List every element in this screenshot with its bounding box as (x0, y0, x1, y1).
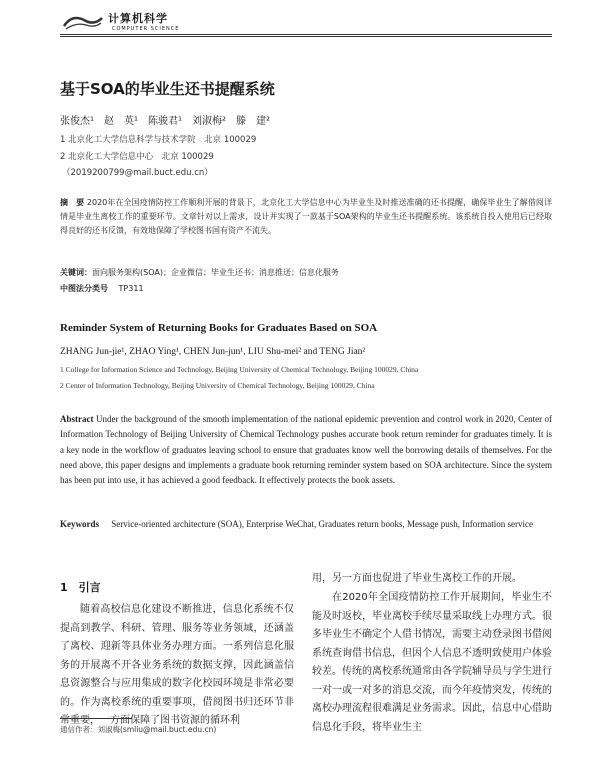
journal-logo-icon (62, 12, 104, 32)
abstract-en-label: Abstract (60, 414, 94, 424)
paper-title-cn: 基于SOA的毕业生还书提醒系统 (60, 80, 275, 98)
footnote-divider (60, 718, 132, 719)
keywords-en-text: Service-oriented architecture (SOA), Enterprise WeChat, Graduates return books, Message push, Information service (111, 519, 533, 529)
intro-left-column: 随着高校信息化建设不断推进，信息化系统不仅提高到教学、科研、管理、服务等业务领域，还涵盖了离校、迎新等具体业务办理方面。一系列信息化服务的开展离不开各业务系统的数据支撑，因此涵盖信息资源整合与应用集成的数字化校园环境是非常必要的。作为离校系统的重要事项，借阅图书归还环节非常重要，一方面保障了图书资源的循环利 (60, 604, 294, 726)
abstract-cn-text: 2020年在全国疫情防控工作顺利开展的背景下，北京化工大学信息中心为毕业生及时推送准确的还书提醒，确保毕业生了解借阅详情是毕业生离校工作的重要环节。文章针对以上需求，设计并实现了一款基于SOA架构的毕业生还书提醒系统。该系统自投入使用后已经取得良好的还书反馈，有效地保障了学校图书国有资产不流失。 (60, 198, 553, 235)
journal-subtitle: COMPUTER SCIENCE (112, 26, 180, 32)
corresponding-author-footnote: 通信作者：刘淑梅(smliu@mail.buct.edu.cn) (60, 725, 217, 734)
keywords-cn (60, 266, 552, 280)
author-email: （2019200799@mail.buct.edu.cn） (62, 168, 213, 178)
clc-number (60, 282, 552, 296)
intro-right-column-continuation: 用，另一方面也促进了毕业生离校工作的开展。 (312, 573, 522, 584)
abstract-cn (60, 196, 552, 238)
section-heading-introduction: 1 引言 (60, 581, 101, 594)
keywords-en (60, 517, 552, 532)
keywords-en-label: Keywords (60, 519, 99, 529)
abstract-en-text: Under the background of the smooth implementation of the national epidemic prevention and control work in 2020, Center of Information Technology of Beijing University of Chemical Technology pushes accurate book return reminder for graduates timely. It is a key node in the workflow of graduates leaving school to ensure that graduates know well the borrowing details of themselves. For the need above, this paper designs and implements a graduate book returning reminder system based on SOA architecture. Since the system has been put into use, it has achieved a good feedback. It effectively protects the book assets. (60, 414, 553, 486)
clc-value: TP311 (118, 284, 144, 293)
affiliation-en-1: 1 College for Information Science and Technology, Beijing University of Chemical Technology, Beijing 100029, China (60, 365, 419, 374)
authors-en: ZHANG Jun-jie¹, ZHAO Ying¹, CHEN Jun-jun¹, LIU Shu-mei² and TENG Jian² (60, 347, 366, 357)
keywords-cn-text: 面向服务架构(SOA)；企业微信；毕业生还书；消息推送；信息化服务 (92, 268, 339, 277)
header-divider (60, 34, 552, 37)
keywords-cn-label: 关键词： (60, 268, 92, 277)
affiliation-en-2: 2 Center of Information Technology, Beijing University of Chemical Technology, Beijing 100029, China (60, 381, 375, 390)
affiliation-cn-1: 1 北京化工大学信息科学与技术学院 北京 100029 (60, 135, 257, 145)
intro-right-column: 在2020年全国疫情防控工作开展期间，毕业生不能及时返校，毕业离校手续尽量采取线上办理方式。很多毕业生不确定个人借书情况，需要主动登录图书借阅系统查询借书信息，但因个人信息不透明致使用户体验较差。传统的离校系统通常由各学院辅导员与学生进行一对一或一对多的消息交流，而今年疫情突发，传统的离校办理流程很难满足业务需求。因此，信息中心借助信息化手段，将毕业生主 (312, 592, 552, 733)
paper-title-en: Reminder System of Returning Books for Graduates Based on SOA (60, 322, 378, 334)
abstract-en (60, 412, 552, 488)
journal-title: 计算机科学 (108, 12, 168, 25)
authors-cn: 张俊杰¹ 赵 英¹ 陈骏君¹ 刘淑梅² 滕 建² (60, 116, 271, 127)
abstract-cn-label: 摘 要 (60, 198, 85, 207)
clc-label: 中图法分类号 (60, 284, 108, 293)
affiliation-cn-2: 2 北京化工大学信息中心 北京 100029 (60, 152, 214, 162)
